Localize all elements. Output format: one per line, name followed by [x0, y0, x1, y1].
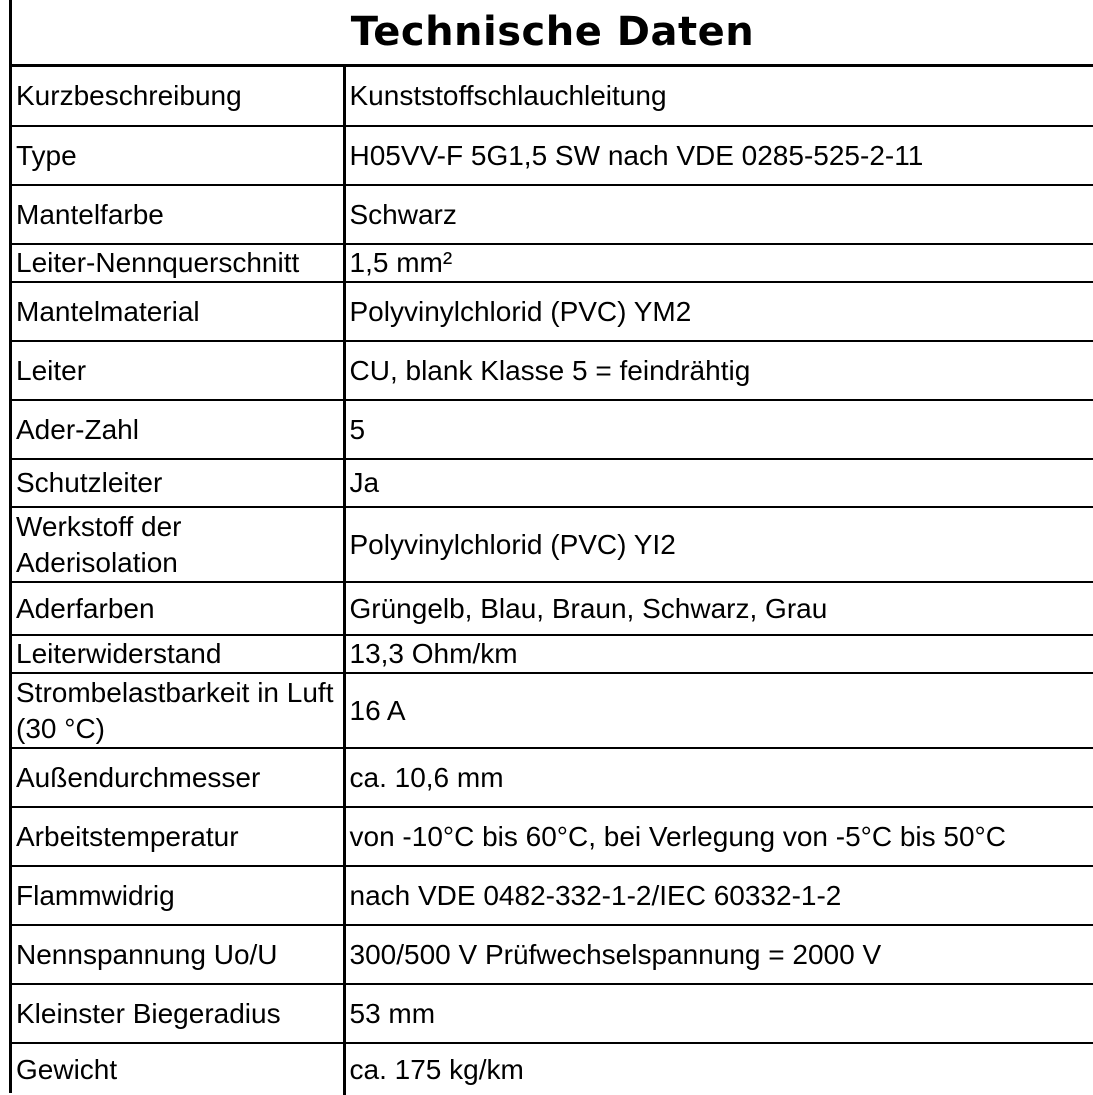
row-label: Ader-Zahl [12, 400, 344, 459]
table-row [12, 341, 1093, 400]
table-row [12, 282, 1093, 341]
table-row [12, 507, 1093, 582]
row-label: Leiterwiderstand [12, 635, 344, 673]
row-value: Schwarz [344, 185, 1093, 244]
table-row [12, 67, 1093, 126]
row-label: Mantelmaterial [12, 282, 344, 341]
row-value: Kunststoffschlauchleitung [344, 67, 1093, 126]
table-row [12, 925, 1093, 984]
table-row [12, 866, 1093, 925]
row-value: Grüngelb, Blau, Braun, Schwarz, Grau [344, 582, 1093, 635]
table-row [12, 1043, 1093, 1095]
row-label: Nennspannung Uo/U [12, 925, 344, 984]
row-label: Type [12, 126, 344, 185]
row-value: Polyvinylchlorid (PVC) YM2 [344, 282, 1093, 341]
row-value: Ja [344, 459, 1093, 507]
row-value: 16 A [344, 673, 1093, 748]
table-row [12, 459, 1093, 507]
row-value: ca. 10,6 mm [344, 748, 1093, 807]
row-label: Kurzbeschreibung [12, 67, 344, 126]
spec-table [12, 67, 1093, 1095]
row-value: CU, blank Klasse 5 = feindrähtig [344, 341, 1093, 400]
table-row [12, 673, 1093, 748]
table-row [12, 244, 1093, 282]
row-label: Aderfarben [12, 582, 344, 635]
row-label: Leiter [12, 341, 344, 400]
row-label: Kleinster Biegeradius [12, 984, 344, 1043]
row-value: 53 mm [344, 984, 1093, 1043]
row-value: 1,5 mm² [344, 244, 1093, 282]
row-value: 13,3 Ohm/km [344, 635, 1093, 673]
table-row [12, 400, 1093, 459]
row-label: Strombelastbarkeit in Luft (30 °C) [12, 673, 344, 748]
table-row [12, 748, 1093, 807]
row-label: Schutzleiter [12, 459, 344, 507]
row-value: nach VDE 0482-332-1-2/IEC 60332-1-2 [344, 866, 1093, 925]
table-row [12, 984, 1093, 1043]
row-label: Gewicht [12, 1043, 344, 1095]
table-row [12, 635, 1093, 673]
row-value: 300/500 V Prüfwechselspannung = 2000 V [344, 925, 1093, 984]
table-row [12, 807, 1093, 866]
row-value: ca. 175 kg/km [349, 1053, 524, 1085]
row-value: von -10°C bis 60°C, bei Verlegung von -5°C bis 50°C [344, 807, 1093, 866]
row-label: Werkstoff der Aderisolation [12, 507, 344, 582]
row-value: Polyvinylchlorid (PVC) YI2 [344, 507, 1093, 582]
row-value: 5 [344, 400, 1093, 459]
table-row [12, 185, 1093, 244]
row-label: Flammwidrig [12, 866, 344, 925]
page-title: Technische Daten [350, 9, 755, 55]
table-row [12, 126, 1093, 185]
row-label: Mantelfarbe [12, 185, 344, 244]
row-label: Leiter-Nennquerschnitt [12, 244, 344, 282]
table-row [12, 582, 1093, 635]
row-value: H05VV-F 5G1,5 SW nach VDE 0285-525-2-11 [344, 126, 1093, 185]
row-label: Arbeitstemperatur [12, 807, 344, 866]
row-label: Außendurchmesser [12, 748, 344, 807]
